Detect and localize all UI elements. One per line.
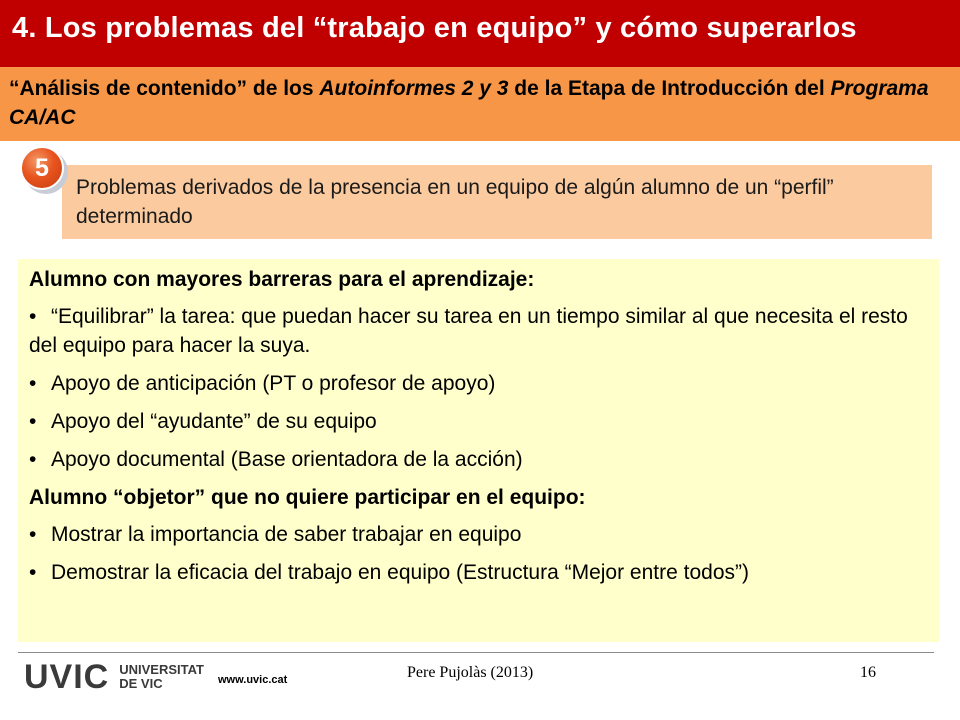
subtitle-part2: Autoinformes 2 y 3 <box>319 77 509 100</box>
title-bar <box>0 0 960 67</box>
logo-university <box>119 663 204 691</box>
slide-title: 4. Los problemas del “trabajo en equipo” y cómo superarlos <box>12 12 857 44</box>
bullet: • <box>29 305 37 328</box>
footer-divider <box>18 652 934 653</box>
subtitle-part1: “Análisis de contenido” de los <box>9 77 320 100</box>
logo-university-line1: UNIVERSITAT <box>119 662 204 677</box>
list-item <box>29 302 924 360</box>
list-item <box>29 369 924 398</box>
content-box <box>18 259 939 642</box>
bullet: • <box>29 448 37 471</box>
subtitle-part4: Programa CA/AC <box>9 77 929 129</box>
content-heading-1: Alumno con mayores barreras para el aprendizaje: <box>29 268 535 291</box>
content-heading-2: Alumno “objetor” que no quiere participar en el equipo: <box>29 486 586 509</box>
bullet: • <box>29 372 37 395</box>
footer-url: www.uvic.cat <box>218 674 288 686</box>
bullet: • <box>29 410 37 433</box>
uvic-logo <box>24 660 204 694</box>
list-item-text: Demostrar la eficacia del trabajo en equipo (Estructura “Mejor entre todos”) <box>51 561 749 584</box>
list-item-text: “Equilibrar” la tarea: que puedan hacer su tarea en un tiempo similar al que necesita el resto del equipo para hacer la suya. <box>29 305 908 357</box>
list-item-text: Apoyo del “ayudante” de su equipo <box>51 410 377 433</box>
list-item-text: Mostrar la importancia de saber trabajar en equipo <box>51 523 522 546</box>
list-item-text: Apoyo documental (Base orientadora de la acción) <box>51 448 523 471</box>
logo-university-line2: DE VIC <box>119 676 163 691</box>
point-box <box>62 165 932 239</box>
bullet: • <box>29 523 37 546</box>
list-item <box>29 445 924 474</box>
bullet: • <box>29 561 37 584</box>
subtitle-part3: de la Etapa de Introducción del <box>508 77 831 100</box>
logo-text: UVIC <box>24 658 110 696</box>
list-item <box>29 520 924 549</box>
page-number: 16 <box>860 664 876 681</box>
point-number-badge: 5 <box>20 146 64 190</box>
list-item <box>29 558 924 587</box>
footer-author: Pere Pujolàs (2013) <box>407 664 534 681</box>
list-item <box>29 407 924 436</box>
subtitle-bar <box>0 67 960 141</box>
slide-subtitle <box>9 74 939 132</box>
list-item-text: Apoyo de anticipación (PT o profesor de apoyo) <box>51 372 496 395</box>
point-text: Problemas derivados de la presencia en un equipo de algún alumno de un “perfil” determinado <box>76 176 834 228</box>
